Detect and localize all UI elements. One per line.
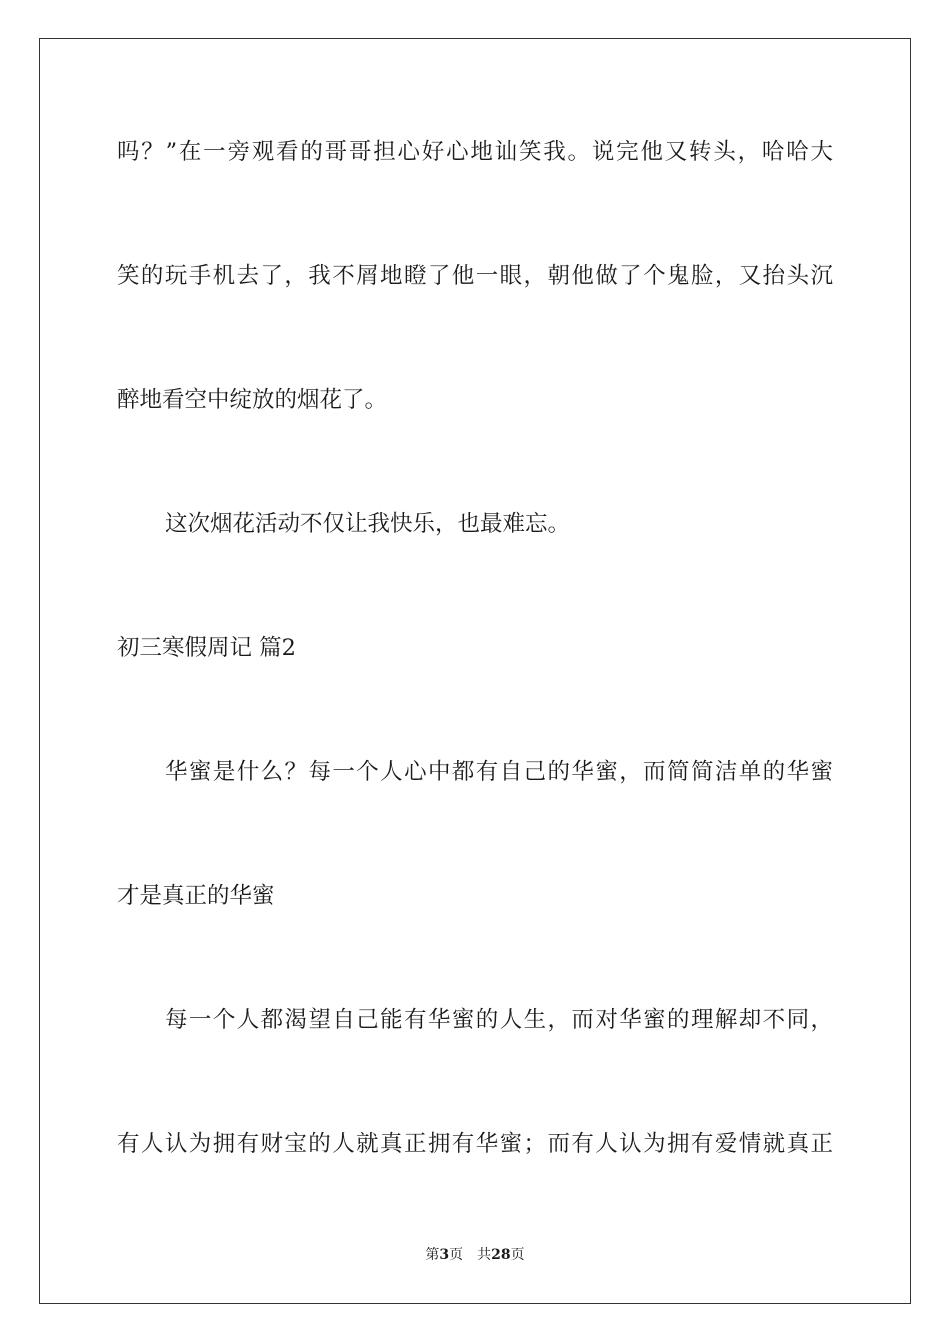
- text-line-5: 华蜜是什么？每一个人心中都有自己的华蜜，而简简洁单的华蜜: [165, 759, 833, 785]
- total-prefix: 共: [477, 1247, 492, 1263]
- page-prefix: 第: [425, 1247, 440, 1263]
- text-line-7: 每一个人都渴望自己能有华蜜的人生，而对华蜜的理解却不同，: [165, 1007, 833, 1033]
- text-line-2: 笑的玩手机去了，我不屑地瞪了他一眼，朝他做了个鬼脸，又抬头沉: [117, 263, 833, 289]
- text-line-3: 醉地看空中绽放的烟花了。: [117, 387, 388, 413]
- page-total: 28: [491, 1247, 511, 1263]
- text-line-8: 有人认为拥有财宝的人就真正拥有华蜜；而有人认为拥有爱情就真正: [117, 1131, 833, 1157]
- text-line-6: 才是真正的华蜜: [117, 883, 275, 909]
- text-line-4: 这次烟花活动不仅让我快乐，也最难忘。: [165, 511, 571, 537]
- total-suffix: 页: [510, 1247, 525, 1263]
- page-footer: [0, 1245, 950, 1265]
- page-suffix: 页: [449, 1247, 464, 1263]
- page-current: 3: [439, 1247, 450, 1263]
- text-line-1: 吗？”在一旁观看的哥哥担心好心地讪笑我。说完他又转头，哈哈大: [117, 139, 833, 165]
- page-border: [39, 38, 911, 1304]
- section-heading: 初三寒假周记 篇2: [117, 635, 296, 661]
